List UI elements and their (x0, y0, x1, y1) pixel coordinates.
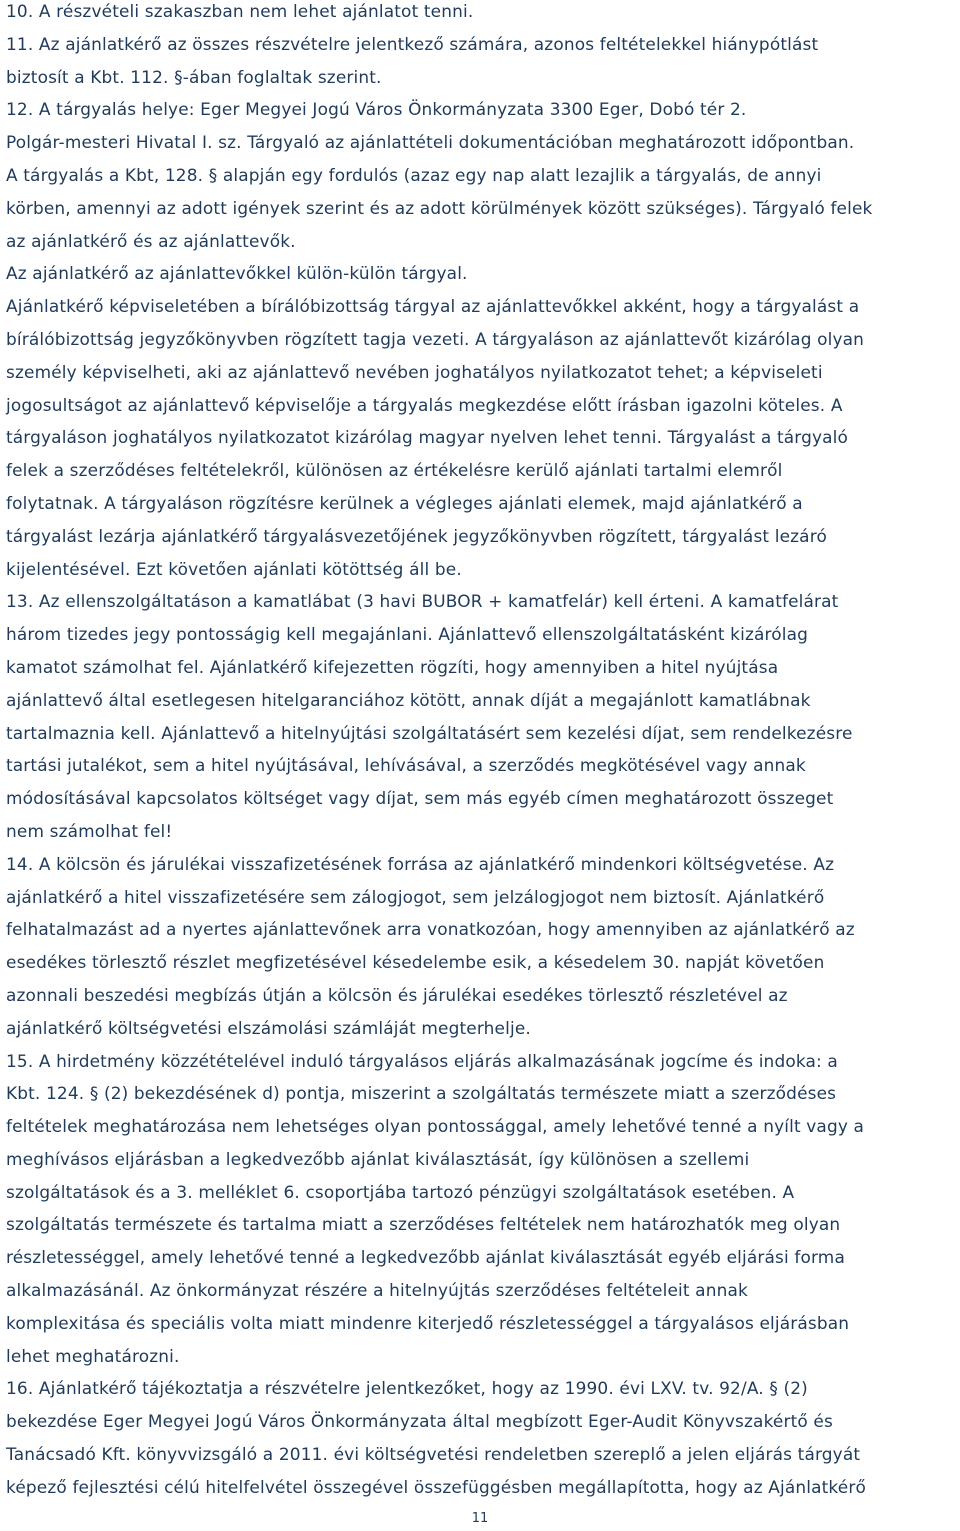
text-line: alkalmazásánál. Az önkormányzat részére a hitelnyújtás szerződéses feltételeit annak (6, 1281, 748, 1302)
text-line: 12. A tárgyalás helye: Eger Megyei Jogú Város Önkormányzata 3300 Eger, Dobó tér 2. (6, 100, 747, 121)
text-line: képező fejlesztési célú hitelfelvétel összegével összefüggésben megállapította, hogy az Ajánlatkérő (6, 1477, 866, 1498)
text-line: szolgáltatás természete és tartalma miatt a szerződéses feltételek nem határozhatók meg olyan (6, 1215, 841, 1236)
text-line: tárgyalást lezárja ajánlatkérő tárgyalásvezetőjének jegyzőkönyvben rögzített, tárgyalást lezáró (6, 526, 827, 547)
text-line: Ajánlatkérő képviseletében a bírálóbizottság tárgyal az ajánlattevőkkel akként, hogy a tárgyalást a (6, 297, 860, 318)
text-line: körben, amennyi az adott igények szerint és az adott körülmények között szükséges). Tárgyaló felek (6, 198, 873, 219)
text-line: részletességgel, amely lehetővé tenné a legkedvezőbb ajánlat kiválasztását egyéb eljárási forma (6, 1248, 845, 1269)
text-line: ajánlatkérő költségvetési elszámolási számláját megterhelje. (6, 1018, 531, 1039)
text-line: három tizedes jegy pontosságig kell megajánlani. Ajánlattevő ellenszolgáltatásként kizárólag (6, 625, 809, 646)
page-number: 11 (471, 1511, 489, 1526)
text-line: folytatnak. A tárgyaláson rögzítésre kerülnek a végleges ajánlati elemek, majd ajánlatkérő a (6, 493, 803, 514)
text-line: szolgáltatások és a 3. melléklet 6. csoportjába tartozó pénzügyi szolgáltatások esetében. A (6, 1182, 795, 1203)
text-line: Kbt. 124. § (2) bekezdésének d) pontja, miszerint a szolgáltatás természete miatt a szerződéses (6, 1084, 837, 1105)
text-line: felek a szerződéses feltételekről, különösen az értékelésre kerülő ajánlati tartalmi elemről (6, 461, 783, 482)
text-line: bekezdése Eger Megyei Jogú Város Önkormányzata által megbízott Eger-Audit Könyvszakértő és (6, 1412, 833, 1433)
text-line: 16. Ajánlatkérő tájékoztatja a részvételre jelentkezőket, hogy az 1990. évi LXV. tv. 92/A. § (2) (6, 1379, 808, 1400)
text-line: 13. Az ellenszolgáltatáson a kamatlábat (3 havi BUBOR + kamatfelár) kell érteni. A kamatfelárat (6, 592, 839, 613)
text-line: ajánlatkérő a hitel visszafizetésére sem zálogjogot, sem jelzálogjogot nem biztosít. Ajánlatkérő (6, 887, 825, 908)
text-line: lehet meghatározni. (6, 1346, 180, 1367)
text-line: A tárgyalás a Kbt, 128. § alapján egy fordulós (azaz egy nap alatt lezajlik a tárgyalás, de annyi (6, 165, 822, 186)
text-line: kamatot számolhat fel. Ajánlatkérő kifejezetten rögzíti, hogy amennyiben a hitel nyújtása (6, 657, 779, 678)
text-line: 10. A részvételi szakaszban nem lehet ajánlatot tenni. (6, 2, 474, 22)
text-line: tartalmaznia kell. Ajánlattevő a hitelnyújtási szolgáltatásért sem kezelési díjat, sem rendelkezésre (6, 723, 853, 744)
text-line: az ajánlatkérő és az ajánlattevők. (6, 231, 296, 252)
text-line: nem számolhat fel! (6, 821, 173, 842)
text-line: esedékes törlesztő részlet megfizetésével késedelembe esik, a késedelem 30. napját követően (6, 953, 825, 974)
text-line: felhatalmazást ad a nyertes ajánlattevőnek arra vonatkozóan, hogy amennyiben az ajánlatkérő az (6, 920, 855, 941)
text-line: azonnali beszedési megbízás útján a kölcsön és járulékai esedékes törlesztő részletével az (6, 985, 788, 1006)
text-line: Tanácsadó Kft. könyvvizsgáló a 2011. évi költségvetési rendeletben szereplő a jelen eljárás tárgyát (6, 1445, 861, 1466)
text-line: Az ajánlatkérő az ajánlattevőkkel külön-külön tárgyal. (6, 264, 468, 285)
text-line: tárgyaláson joghatályos nyilatkozatot kizárólag magyar nyelven lehet tenni. Tárgyalást a tárgyaló (6, 428, 849, 449)
document-body (6, 0, 960, 1505)
text-line: jogosultságot az ajánlattevő képviselője a tárgyalás megkezdése előtt írásban igazolni köteles. A (6, 395, 843, 416)
text-line: kijelentésével. Ezt követően ajánlati kötöttség áll be. (6, 559, 462, 580)
text-line: módosításával kapcsolatos költséget vagy díjat, sem más egyéb címen meghatározott összeget (6, 789, 834, 810)
text-line: 15. A hirdetmény közzétételével induló tárgyalásos eljárás alkalmazásának jogcíme és indoka: a (6, 1051, 838, 1072)
text-line: feltételek meghatározása nem lehetséges olyan pontossággal, amely lehetővé tenné a nyílt vagy a (6, 1117, 865, 1138)
text-line: Polgár-mesteri Hivatal I. sz. Tárgyaló az ajánlattételi dokumentációban meghatározott időpontban. (6, 133, 855, 154)
text-line: 14. A kölcsön és járulékai visszafizetésének forrása az ajánlatkérő mindenkori költségvetése. Az (6, 854, 835, 875)
text-line: 11. Az ajánlatkérő az összes részvételre jelentkező számára, azonos feltételekkel hiánypótlást (6, 34, 819, 55)
text-line: személy képviselheti, aki az ajánlattevő nevében joghatályos nyilatkozatot tehet; a képviseleti (6, 362, 823, 383)
text-line: meghívásos eljárásban a legkedvezőbb ajánlat kiválasztását, így különösen a szellemi (6, 1149, 750, 1170)
text-line: bírálóbizottság jegyzőkönyvben rögzített tagja vezeti. A tárgyaláson az ajánlattevőt kizárólag olyan (6, 329, 865, 350)
text-line: tartási jutalékot, sem a hitel nyújtásával, lehívásával, a szerződés megkötésével vagy annak (6, 756, 806, 777)
text-line: ajánlattevő által esetlegesen hitelgaranciához kötött, annak díját a megajánlott kamatlábnak (6, 690, 811, 711)
text-line: komplexitása és speciális volta miatt mindenre kiterjedő részletességgel a tárgyalásos eljárásban (6, 1313, 850, 1334)
text-line: biztosít a Kbt. 112. §-ában foglaltak szerint. (6, 67, 382, 88)
